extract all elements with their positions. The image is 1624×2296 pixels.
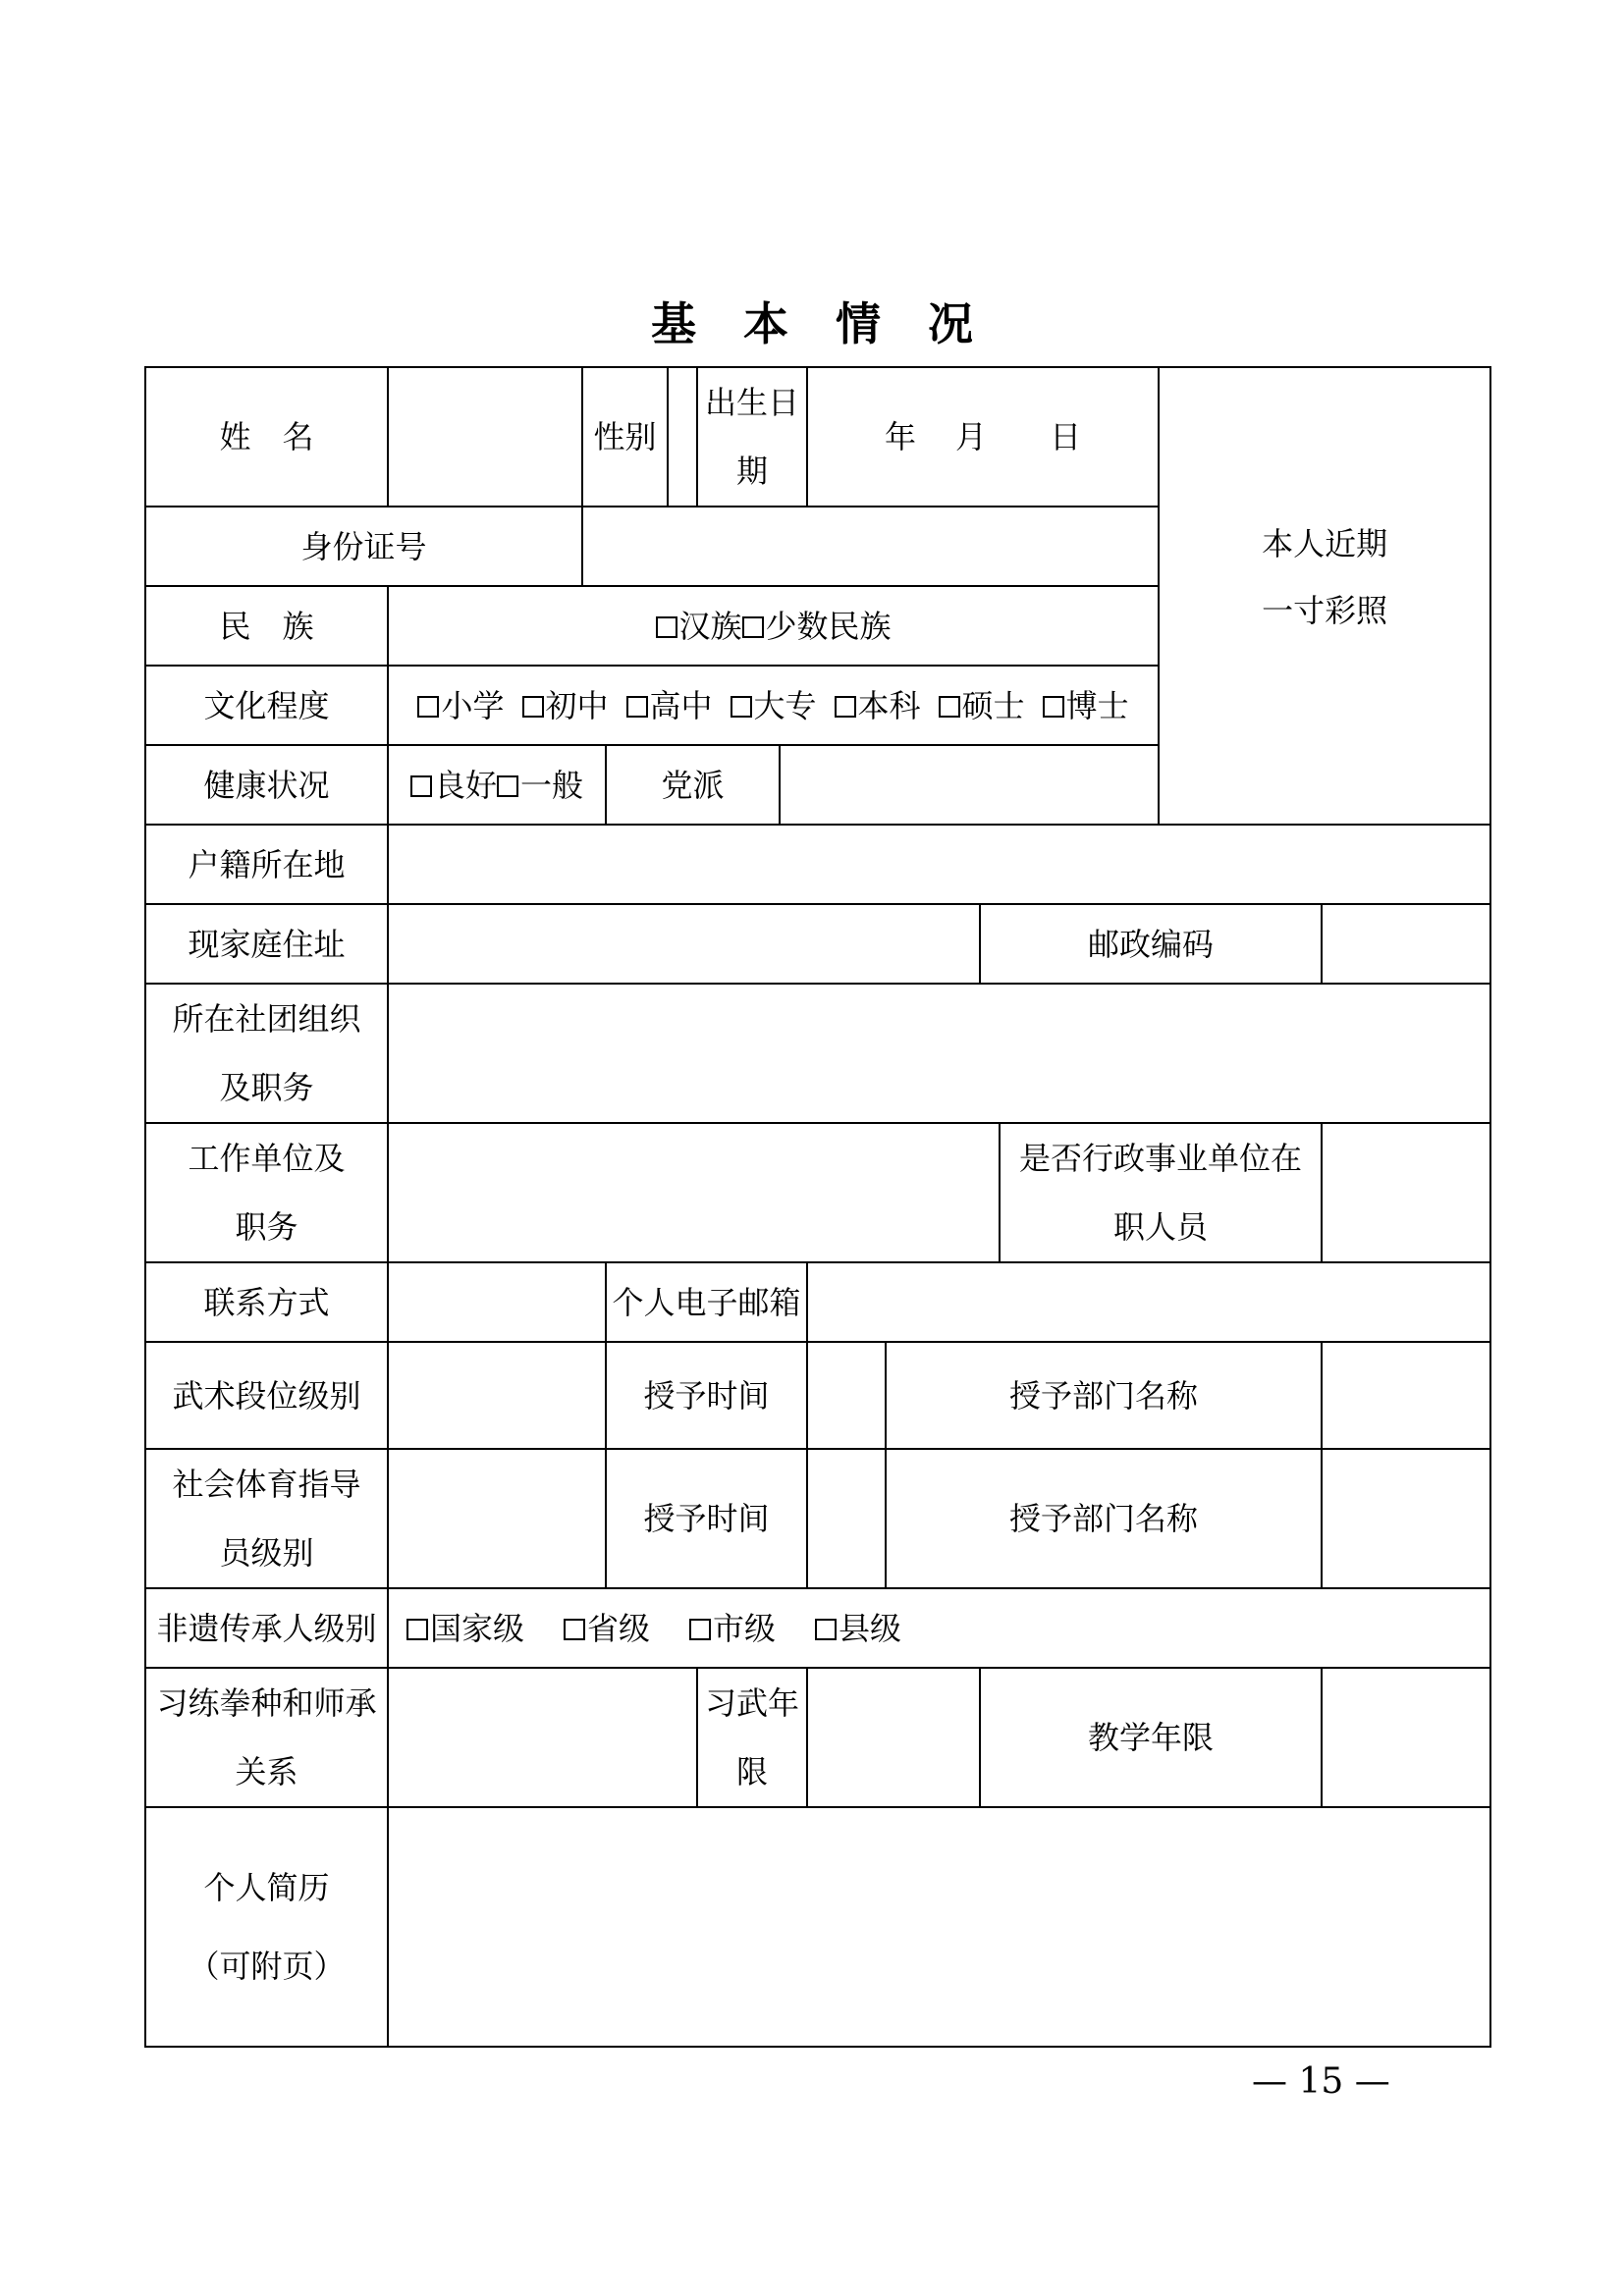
option-bachelor: 本科: [857, 686, 921, 724]
org-label: [145, 984, 388, 1123]
education-options: [388, 666, 1159, 745]
wushu-rank-label: 武术段位级别: [145, 1342, 388, 1449]
education-label: 文化程度: [145, 666, 388, 745]
checkbox-junior[interactable]: [522, 696, 544, 718]
title-char: 情: [836, 297, 881, 350]
form-title: [0, 293, 1624, 355]
name-field[interactable]: [388, 367, 582, 507]
photo-label-line2: 一寸彩照: [1262, 592, 1388, 629]
birth-date-label: 出生日期: [697, 367, 807, 507]
option-provincial: 省级: [587, 1609, 651, 1647]
address-field[interactable]: [388, 904, 980, 984]
option-master: 硕士: [961, 686, 1025, 724]
name-label: 姓 名: [145, 367, 388, 507]
heritage-options: [388, 1588, 1490, 1668]
resume-label-line1: 个人简历: [203, 1869, 330, 1906]
coach-label-line1: 社会体育指导: [172, 1466, 361, 1503]
option-city: 市级: [713, 1609, 777, 1647]
admin-label-line2: 职人员: [1113, 1208, 1209, 1246]
month-label: 月: [955, 418, 988, 455]
coach-grant-dept-label: 授予部门名称: [886, 1449, 1322, 1588]
wushu-grant-dept-field[interactable]: [1322, 1342, 1490, 1449]
party-label: 党派: [606, 745, 780, 825]
option-han: 汉族: [678, 607, 742, 645]
org-label-line1: 所在社团组织: [172, 1000, 361, 1038]
year-label: 年: [885, 418, 917, 455]
checkbox-college[interactable]: [731, 696, 752, 718]
birth-date-field[interactable]: [807, 367, 1159, 507]
health-options: [388, 745, 606, 825]
page-number: — 15 —: [1252, 2061, 1390, 2102]
checkbox-city[interactable]: [689, 1619, 711, 1640]
health-label: 健康状况: [145, 745, 388, 825]
resume-label-line2: （可附页）: [188, 1948, 346, 1985]
checkbox-minority[interactable]: [742, 616, 764, 638]
id-number-field[interactable]: [582, 507, 1159, 586]
email-field[interactable]: [807, 1262, 1490, 1342]
option-doctor: 博士: [1065, 686, 1129, 724]
checkbox-county[interactable]: [815, 1619, 837, 1640]
heritage-label: 非遗传承人级别: [145, 1588, 388, 1668]
title-char: 本: [743, 297, 788, 350]
wushu-grant-dept-label: 授予部门名称: [886, 1342, 1322, 1449]
org-label-line2: 及职务: [219, 1069, 314, 1106]
org-field[interactable]: [388, 984, 1490, 1123]
work-field[interactable]: [388, 1123, 1000, 1262]
checkbox-fair[interactable]: [497, 775, 518, 797]
style-field[interactable]: [388, 1668, 697, 1807]
resume-field[interactable]: [388, 1807, 1490, 2047]
admin-label-line1: 是否行政事业单位在: [1019, 1140, 1303, 1177]
option-fair: 一般: [520, 766, 584, 804]
basic-info-table: [144, 366, 1491, 2048]
style-label-line2: 关系: [235, 1753, 298, 1790]
ethnicity-options: [388, 586, 1159, 666]
checkbox-master[interactable]: [939, 696, 960, 718]
checkbox-bachelor[interactable]: [835, 696, 856, 718]
option-junior: 初中: [545, 686, 609, 724]
checkbox-han[interactable]: [656, 616, 677, 638]
checkbox-primary[interactable]: [417, 696, 439, 718]
option-primary: 小学: [441, 686, 505, 724]
work-label-line2: 职务: [235, 1208, 298, 1246]
household-field[interactable]: [388, 825, 1490, 904]
checkbox-senior[interactable]: [626, 696, 648, 718]
title-char: 基: [651, 297, 696, 350]
style-label: [145, 1668, 388, 1807]
wushu-rank-field[interactable]: [388, 1342, 606, 1449]
option-senior: 高中: [649, 686, 713, 724]
coach-grant-time-label: 授予时间: [606, 1449, 807, 1588]
wushu-grant-time-field[interactable]: [807, 1342, 886, 1449]
postcode-label: 邮政编码: [980, 904, 1322, 984]
practice-years-label: 习武年限: [697, 1668, 807, 1807]
address-label: 现家庭住址: [145, 904, 388, 984]
work-label: [145, 1123, 388, 1262]
ethnicity-label: 民 族: [145, 586, 388, 666]
party-field[interactable]: [780, 745, 1159, 825]
admin-staff-field[interactable]: [1322, 1123, 1490, 1262]
admin-staff-label: [1000, 1123, 1322, 1262]
wushu-grant-time-label: 授予时间: [606, 1342, 807, 1449]
practice-years-field[interactable]: [807, 1668, 980, 1807]
teach-years-field[interactable]: [1322, 1668, 1490, 1807]
id-number-label: 身份证号: [145, 507, 582, 586]
option-minority: 少数民族: [765, 607, 892, 645]
checkbox-national[interactable]: [406, 1619, 428, 1640]
coach-level-label: [145, 1449, 388, 1588]
option-national: 国家级: [430, 1609, 525, 1647]
gender-label: 性别: [582, 367, 668, 507]
checkbox-provincial[interactable]: [564, 1619, 585, 1640]
resume-label: [145, 1807, 388, 2047]
email-label: 个人电子邮箱: [606, 1262, 807, 1342]
title-char: 况: [928, 297, 973, 350]
coach-grant-time-field[interactable]: [807, 1449, 886, 1588]
coach-grant-dept-field[interactable]: [1322, 1449, 1490, 1588]
coach-level-field[interactable]: [388, 1449, 606, 1588]
option-good: 良好: [433, 766, 497, 804]
option-county: 县级: [839, 1609, 902, 1647]
postcode-field[interactable]: [1322, 904, 1490, 984]
work-label-line1: 工作单位及: [188, 1140, 346, 1177]
day-label: 日: [1050, 418, 1082, 455]
teach-years-label: 教学年限: [980, 1668, 1322, 1807]
photo-label-line1: 本人近期: [1262, 525, 1388, 562]
style-label-line1: 习练拳种和师承: [156, 1684, 377, 1722]
photo-area[interactable]: [1159, 367, 1490, 825]
contact-label: 联系方式: [145, 1262, 388, 1342]
checkbox-good[interactable]: [410, 775, 432, 797]
household-label: 户籍所在地: [145, 825, 388, 904]
contact-field[interactable]: [388, 1262, 606, 1342]
checkbox-doctor[interactable]: [1043, 696, 1064, 718]
coach-label-line2: 员级别: [219, 1534, 314, 1572]
gender-field[interactable]: [668, 367, 697, 507]
option-college: 大专: [753, 686, 817, 724]
